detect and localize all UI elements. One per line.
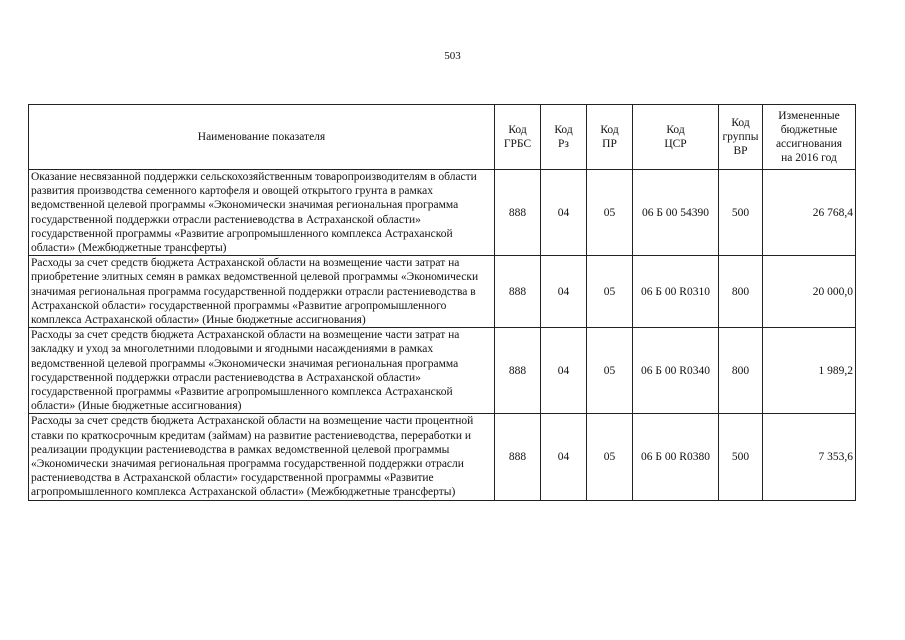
header-csr-line: Код: [666, 124, 685, 136]
row-amount: 26 768,4: [763, 170, 856, 256]
header-rz: [541, 105, 587, 170]
row-csr: 06 Б 00 54390: [633, 170, 719, 256]
row-name: Расходы за счет средств бюджета Астраханской области на возмещение части затрат на приобретение элитных семян в рамках ведомственной целевой программы «Экономически значимая региональная программа государственной поддержки отрасли растениеводства в Астраханской области» государственной программы «Развитие агропромышленного комплекса Астраханской области» (Иные бюджетные ассигнования): [29, 256, 495, 328]
row-name: Расходы за счет средств бюджета Астраханской области на возмещение части затрат на закладку и уход за многолетними плодовыми и ягодными насаждениями в рамках ведомственной целевой программы «Экономически значимая региональная программа государственной поддержки отрасли растениеводства в Астраханской области» государственной программы «Развитие агропромышленного комплекса Астраханской области» (Иные бюджетные ассигнования): [29, 328, 495, 414]
header-grbs-line: Код: [508, 124, 527, 136]
row-grbs: 888: [495, 256, 541, 328]
row-csr: 06 Б 00 R0340: [633, 328, 719, 414]
row-grbs: 888: [495, 328, 541, 414]
page-number: 503: [444, 50, 461, 62]
row-grbs: 888: [495, 414, 541, 500]
header-vr-line: группы: [722, 131, 759, 143]
row-name: Оказание несвязанной поддержки сельскохозяйственным товаропроизводителям в области развития производства семенного картофеля и овощей открытого грунта в рамках ведомственной целевой программы «Экономически значимая региональная программа государственной поддержки отрасли растениеводства в Астраханской области» государственной программы «Развитие агропромышленного комплекса Астраханской области» (Межбюджетные трансферты): [29, 170, 495, 256]
header-csr: [633, 105, 719, 170]
header-rz-line: Рз: [558, 138, 569, 150]
header-pr: [587, 105, 633, 170]
header-name: Наименование показателя: [29, 105, 495, 170]
row-name: Расходы за счет средств бюджета Астраханской области на возмещение части процентной ставки по краткосрочным кредитам (займам) на развитие растениеводства, переработки и реализации продукции растениеводства в рамках ведомственной целевой программы «Экономически значимая региональная программа государственной поддержки отрасли растениеводства в Астраханской области» государственной программы «Развитие агропромышленного комплекса Астраханской области» (Межбюджетные трансферты): [29, 414, 495, 500]
header-vr: [719, 105, 763, 170]
header-pr-line: Код: [600, 124, 619, 136]
budget-table: [28, 104, 856, 501]
table-header-row: [29, 105, 856, 170]
header-amount-line: на 2016 год: [781, 152, 837, 164]
table-row: [29, 170, 856, 256]
row-csr: 06 Б 00 R0380: [633, 414, 719, 500]
row-rz: 04: [541, 256, 587, 328]
row-pr: 05: [587, 170, 633, 256]
header-grbs: [495, 105, 541, 170]
header-vr-line: Код: [731, 117, 750, 129]
row-rz: 04: [541, 414, 587, 500]
header-csr-line: ЦСР: [664, 138, 687, 150]
header-amount: [763, 105, 856, 170]
row-vr: 500: [719, 414, 763, 500]
row-vr: 800: [719, 328, 763, 414]
row-amount: 1 989,2: [763, 328, 856, 414]
row-vr: 800: [719, 256, 763, 328]
header-pr-line: ПР: [602, 138, 617, 150]
row-pr: 05: [587, 256, 633, 328]
header-amount-line: бюджетные: [780, 124, 838, 136]
row-rz: 04: [541, 328, 587, 414]
header-amount-line: Измененные: [778, 110, 840, 122]
row-pr: 05: [587, 328, 633, 414]
row-rz: 04: [541, 170, 587, 256]
row-csr: 06 Б 00 R0310: [633, 256, 719, 328]
header-rz-line: Код: [554, 124, 573, 136]
row-vr: 500: [719, 170, 763, 256]
row-amount: 7 353,6: [763, 414, 856, 500]
row-pr: 05: [587, 414, 633, 500]
row-grbs: 888: [495, 170, 541, 256]
table-row: [29, 256, 856, 328]
header-vr-line: ВР: [733, 145, 748, 157]
table-row: [29, 328, 856, 414]
row-amount: 20 000,0: [763, 256, 856, 328]
table-row: [29, 414, 856, 500]
header-grbs-line: ГРБС: [503, 138, 532, 150]
header-amount-line: ассигнования: [775, 138, 843, 150]
